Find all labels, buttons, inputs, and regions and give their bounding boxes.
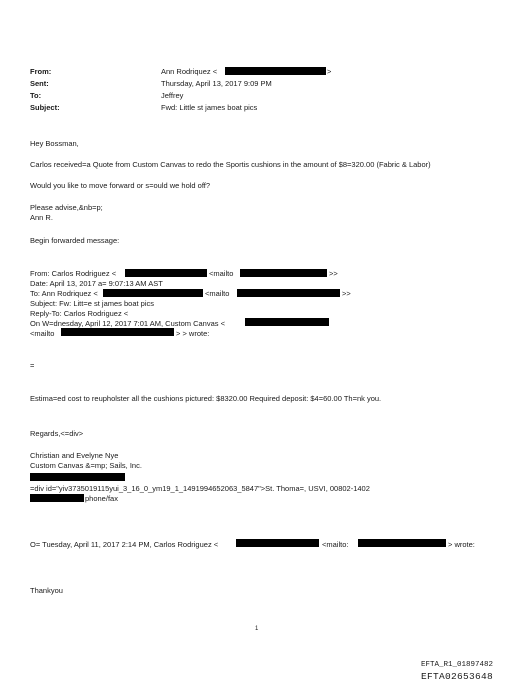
fwd-to: To: Ann Rodriquez < <box>30 289 98 298</box>
body-line: Carlos received=a Quote from Custom Canvas to redo the Sportis cushions in the amount of $8=320.00 (Fabric & Labor) <box>30 160 431 169</box>
forward-intro: Begin forwarded message: <box>30 236 120 245</box>
redaction-box <box>240 269 327 277</box>
redaction-box <box>245 318 329 326</box>
earlier-message-line: O= Tuesday, April 11, 2017 2:14 PM, Carlos Rodriguez < <box>30 540 219 549</box>
body-line: Would you like to move forward or s=ould we hold off? <box>30 181 211 190</box>
wrote-text: > > wrote: <box>176 329 210 338</box>
fwd-date: Date: April 13, 2017 a= 9:07:13 AM AST <box>30 279 163 288</box>
bates-number-primary: EFTA_R1_01897482 <box>420 661 493 669</box>
redaction-box <box>30 473 125 481</box>
sender-names: Christian and Evelyne Nye <box>30 451 119 460</box>
estimate-line: Estima=ed cost to reupholster all the cushions pictured: $8320.00 Required deposit: $4=60.00 Th=nk you. <box>30 394 382 403</box>
redaction-box <box>225 67 326 75</box>
to-label: To: <box>30 91 42 100</box>
greeting: Hey Bossman, <box>30 139 79 148</box>
redaction-box <box>358 539 446 547</box>
mailto-close: >> <box>342 289 351 298</box>
from-label: From: <box>30 67 52 76</box>
wrote-text: > wrote: <box>448 540 475 549</box>
sent-label: Sent: <box>30 79 49 88</box>
fwd-subject: Subject: Fw: Litt=e st james boat pics <box>30 299 155 308</box>
body-line: Please advise,&nb=p; <box>30 203 103 212</box>
redaction-box <box>103 289 203 297</box>
from-close: > <box>327 67 332 76</box>
subject-label: Subject: <box>30 103 60 112</box>
mailto-text: <mailto <box>205 289 230 298</box>
redaction-box <box>237 289 340 297</box>
fwd-replyto: Reply-To: Carlos Rodriguez < <box>30 309 129 318</box>
phone-label: phone/fax <box>85 494 118 503</box>
to-value: Jeffrey <box>161 91 184 100</box>
regards: Regards,<=div> <box>30 429 84 438</box>
from-value: Ann Rodriquez < <box>161 67 218 76</box>
equals-marker: = <box>30 361 35 370</box>
fwd-on-line: On W=dnesday, April 12, 2017 7:01 AM, Custom Canvas < <box>30 319 225 328</box>
redaction-box <box>236 539 319 547</box>
fwd-from: From: Carlos Rodriguez < <box>30 269 117 278</box>
redaction-box <box>30 494 84 502</box>
mailto-text: <mailto <box>30 329 55 338</box>
sent-value: Thursday, April 13, 2017 9:09 PM <box>161 79 272 88</box>
signature: Ann R. <box>30 213 53 222</box>
mailto-close: >> <box>329 269 338 278</box>
address-line: =div id="yiv3735019115yui_3_16_0_ym19_1_1491994652063_5847">St. Thoma=, USVI, 00802-1402 <box>30 484 370 493</box>
redaction-box <box>61 328 174 336</box>
company-name: Custom Canvas &=mp; Sails, Inc. <box>30 461 142 470</box>
page-number: 1 <box>255 626 259 632</box>
bates-number-secondary: EFTA02653648 <box>420 671 493 682</box>
mailto-text: <mailto <box>209 269 234 278</box>
subject-value: Fwd: Little st james boat pics <box>161 103 258 112</box>
thanks-line: Thankyou <box>30 586 63 595</box>
mailto-text: <mailto: <box>322 540 349 549</box>
redaction-box <box>125 269 207 277</box>
